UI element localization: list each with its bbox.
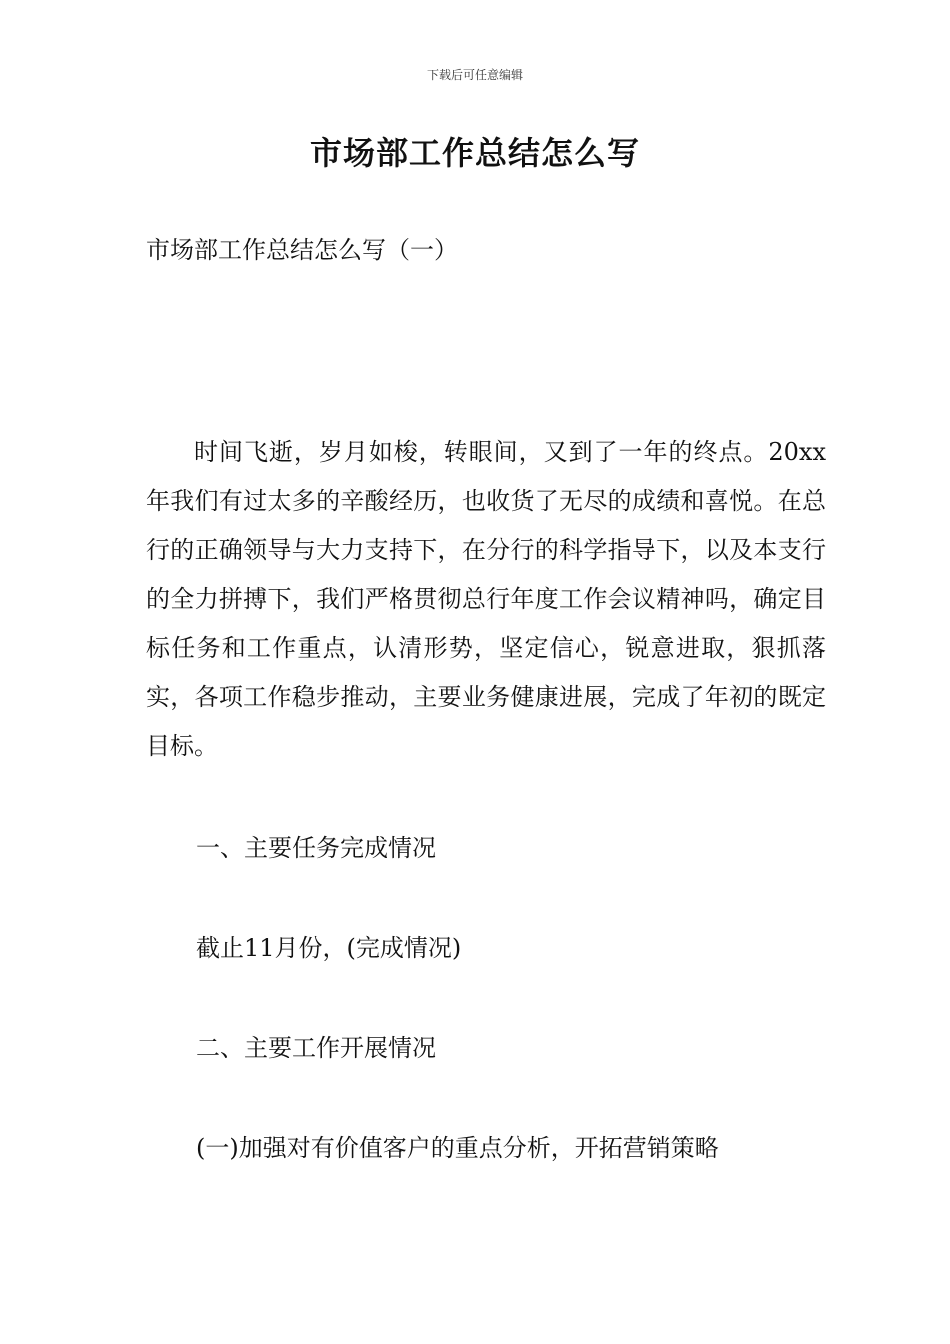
- subheading-client-analysis: (一)加强对有价值客户的重点分析，开拓营销策略: [196, 1134, 719, 1162]
- intro-paragraph: 时间飞逝，岁月如梭，转眼间，又到了一年的终点。20xx年我们有过太多的辛酸经历，也收货了无尽的成绩和喜悦。在总行的正确领导与大力支持下，在分行的科学指导下，以及本支行的全力拼搏下，我们严格贯彻总行年度工作会议精神吗，确定目标任务和工作重点，认清形势，坚定信心，锐意进取，狠抓落实，各项工作稳步推动，主要业务健康进展，完成了年初的既定目标。: [146, 438, 826, 760]
- header-note: 下载后可任意编辑: [426, 68, 523, 82]
- section-title: 市场部工作总结怎么写（一）: [146, 236, 458, 264]
- heading-main-work: 二、主要工作开展情况: [196, 1034, 436, 1062]
- heading-main-tasks: 一、主要任务完成情况: [196, 834, 436, 862]
- document-title: 市场部工作总结怎么写: [309, 134, 640, 172]
- completion-line: 截止11月份，(完成情况): [196, 934, 462, 962]
